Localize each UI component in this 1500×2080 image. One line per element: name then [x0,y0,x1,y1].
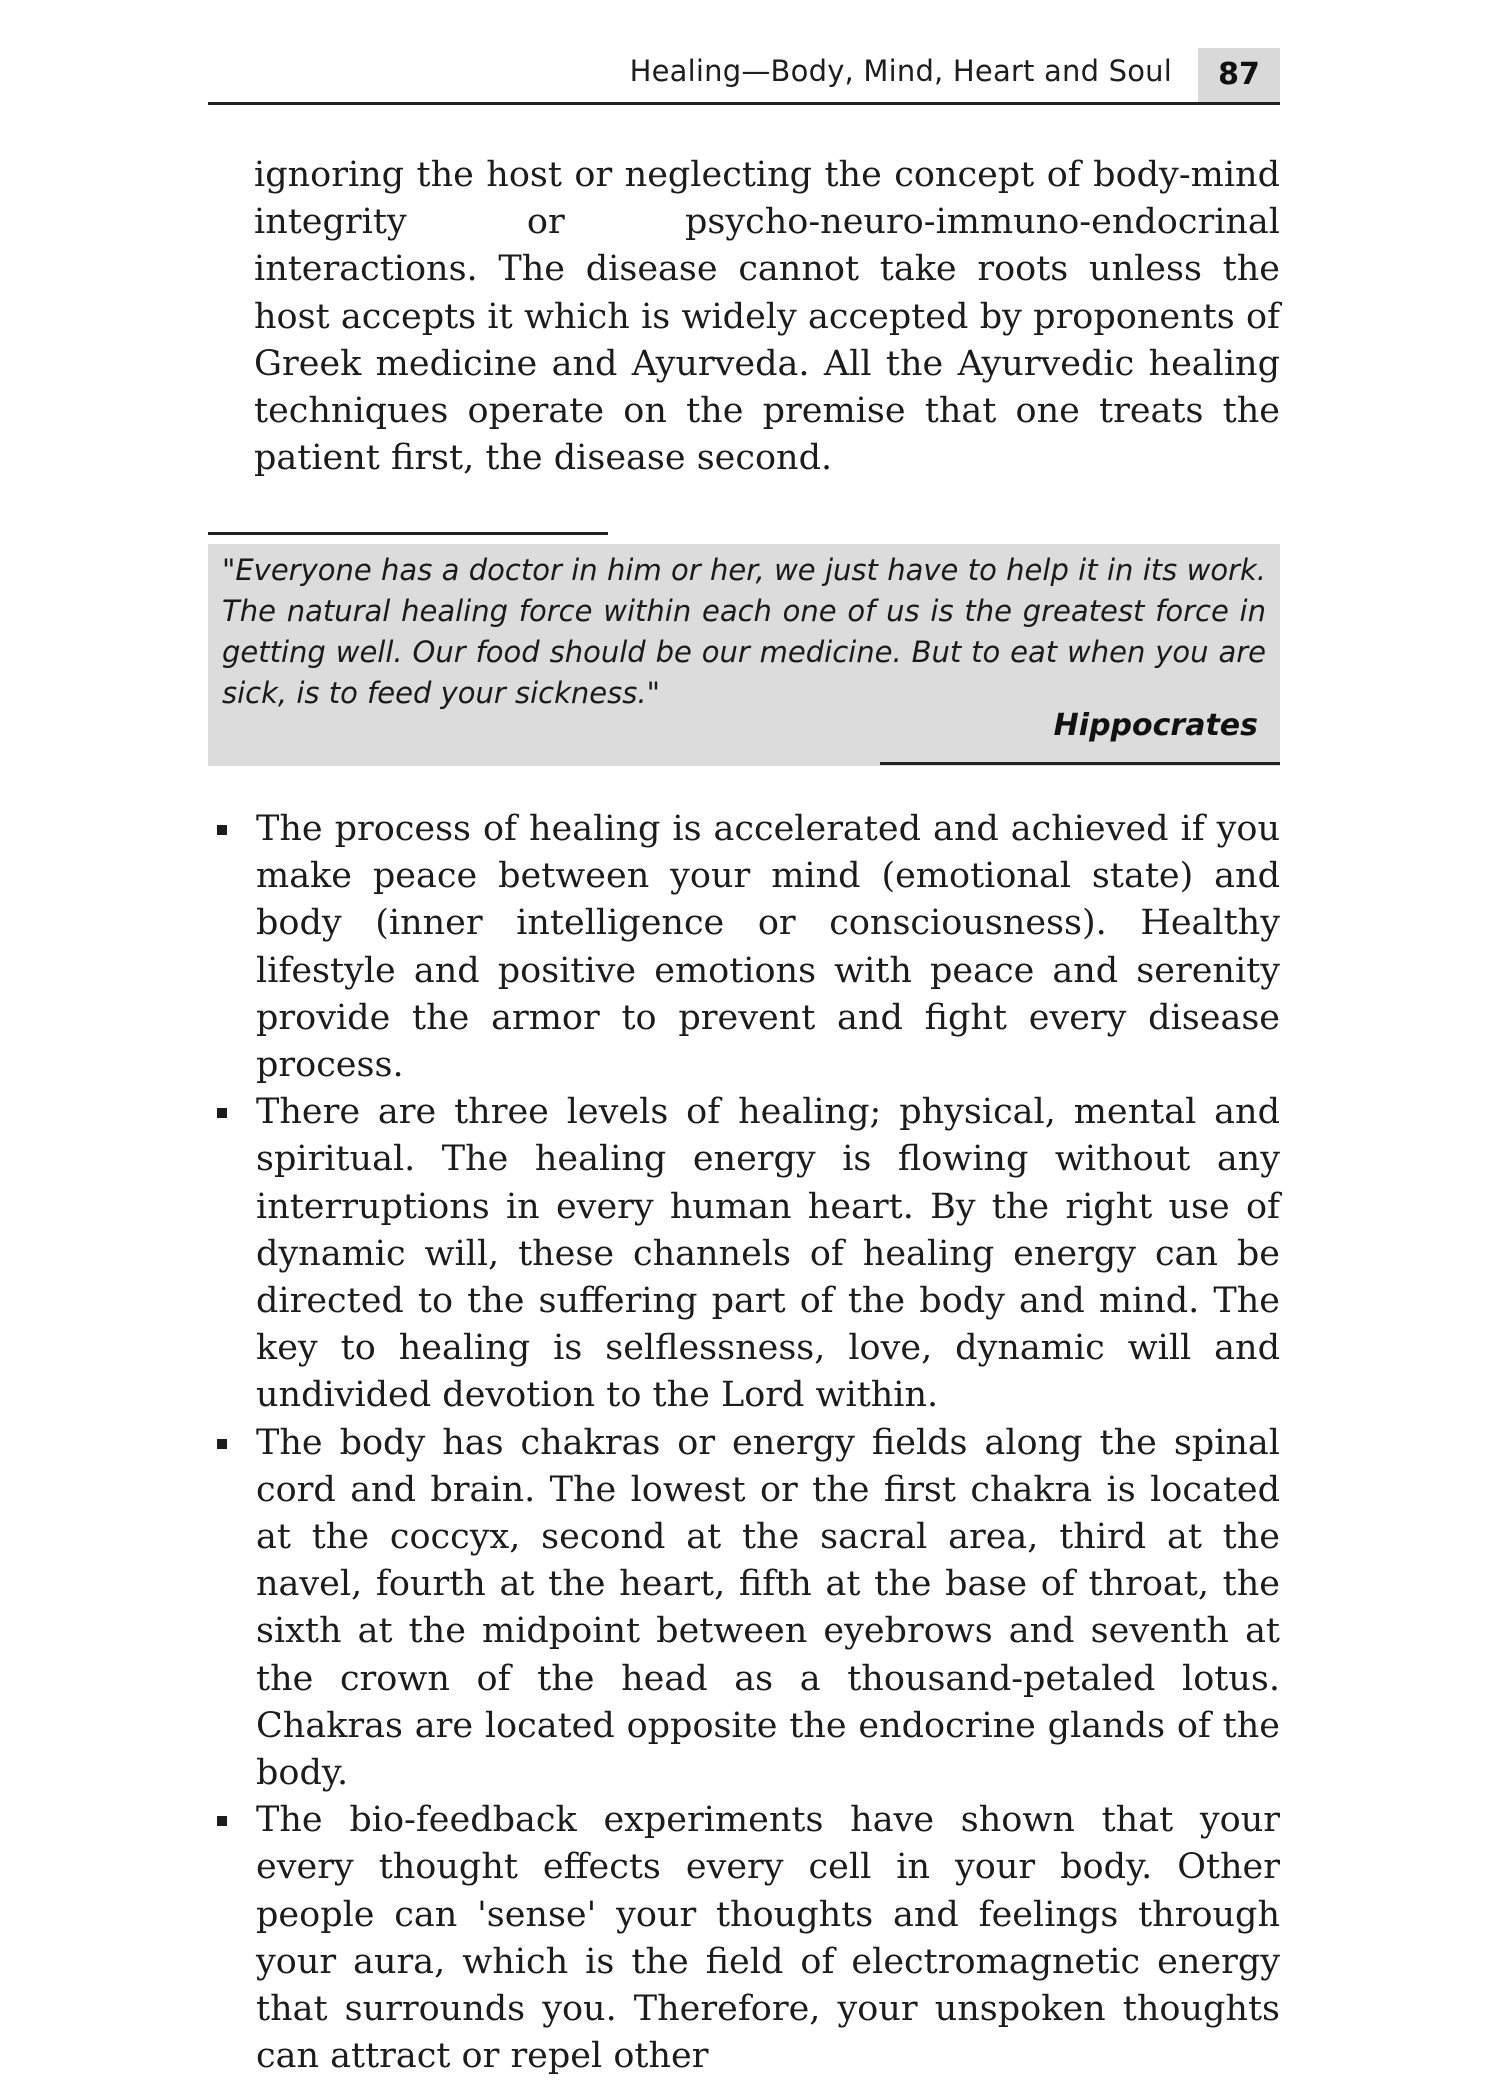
bullet-square-icon [217,1439,227,1449]
list-item-text: The process of healing is accelerated and achieved if you make peace between your mind (emotional state) and body (inner intelligence or consciousness). Healthy lifestyle and positive emotions with peace and serenity provide the armor to prevent and fight every disease process. [256,809,1280,1086]
quote-text: "Everyone has a doctor in him or her, we just have to help it in its work. The natural healing force within each one of us is the greatest force in getting well. Our food should be our medicine. But to eat when you are sick, is to feed your sickness." [222,553,1266,710]
quote-bottom-rule [880,762,1280,765]
list-item [208,1089,1280,1419]
bullet-square-icon [217,1108,227,1118]
running-header [208,48,1280,105]
list-item-text: The bio-feedback experiments have shown that your every thought effects every cell in your body. Other people can 'sense' your thoughts and feelings through your aura, which is the field of electromagnetic energy that surrounds you. Therefore, your unspoken thoughts can attract or repel other [256,1800,1280,2077]
list-item [208,1420,1280,1798]
bullet-list [208,806,1280,2080]
list-item [208,1797,1280,2080]
bullet-square-icon [217,825,227,835]
bullet-square-icon [217,1816,227,1826]
quote-box [208,544,1280,766]
page-number: 87 [1198,48,1280,102]
list-item [208,806,1280,1089]
quote-author: Hippocrates [1053,708,1258,743]
list-item-text: The body has chakras or energy fields along the spinal cord and brain. The lowest or the first chakra is located at the coccyx, second at the sacral area, third at the navel, fourth at the heart, fifth at the base of throat, the sixth at the midpoint between eyebrows and seventh at the crown of the head as a thousand-petaled lotus. Chakras are located opposite the endocrine glands of the body. [256,1422,1280,1794]
quote-top-rule [208,532,608,535]
running-header-title: Healing—Body, Mind, Heart and Soul [629,54,1172,88]
list-item-text: There are three levels of healing; physical, mental and spiritual. The healing energy is flowing without any interruptions in every human heart. By the right use of dynamic will, these channels of healing energy can be directed to the suffering part of the body and mind. The key to healing is selflessness, love, dynamic will and undivided devotion to the Lord within. [256,1092,1280,1416]
intro-paragraph: ignoring the host or neglecting the concept of body-mind integrity or psycho-neuro-immuno-endocrinal interactions. The disease cannot take roots unless the host accepts it which is widely accepted by proponents of Greek medicine and Ayurveda. All the Ayurvedic healing techniques operate on the premise that one treats the patient first, the disease second. [254,155,1280,479]
